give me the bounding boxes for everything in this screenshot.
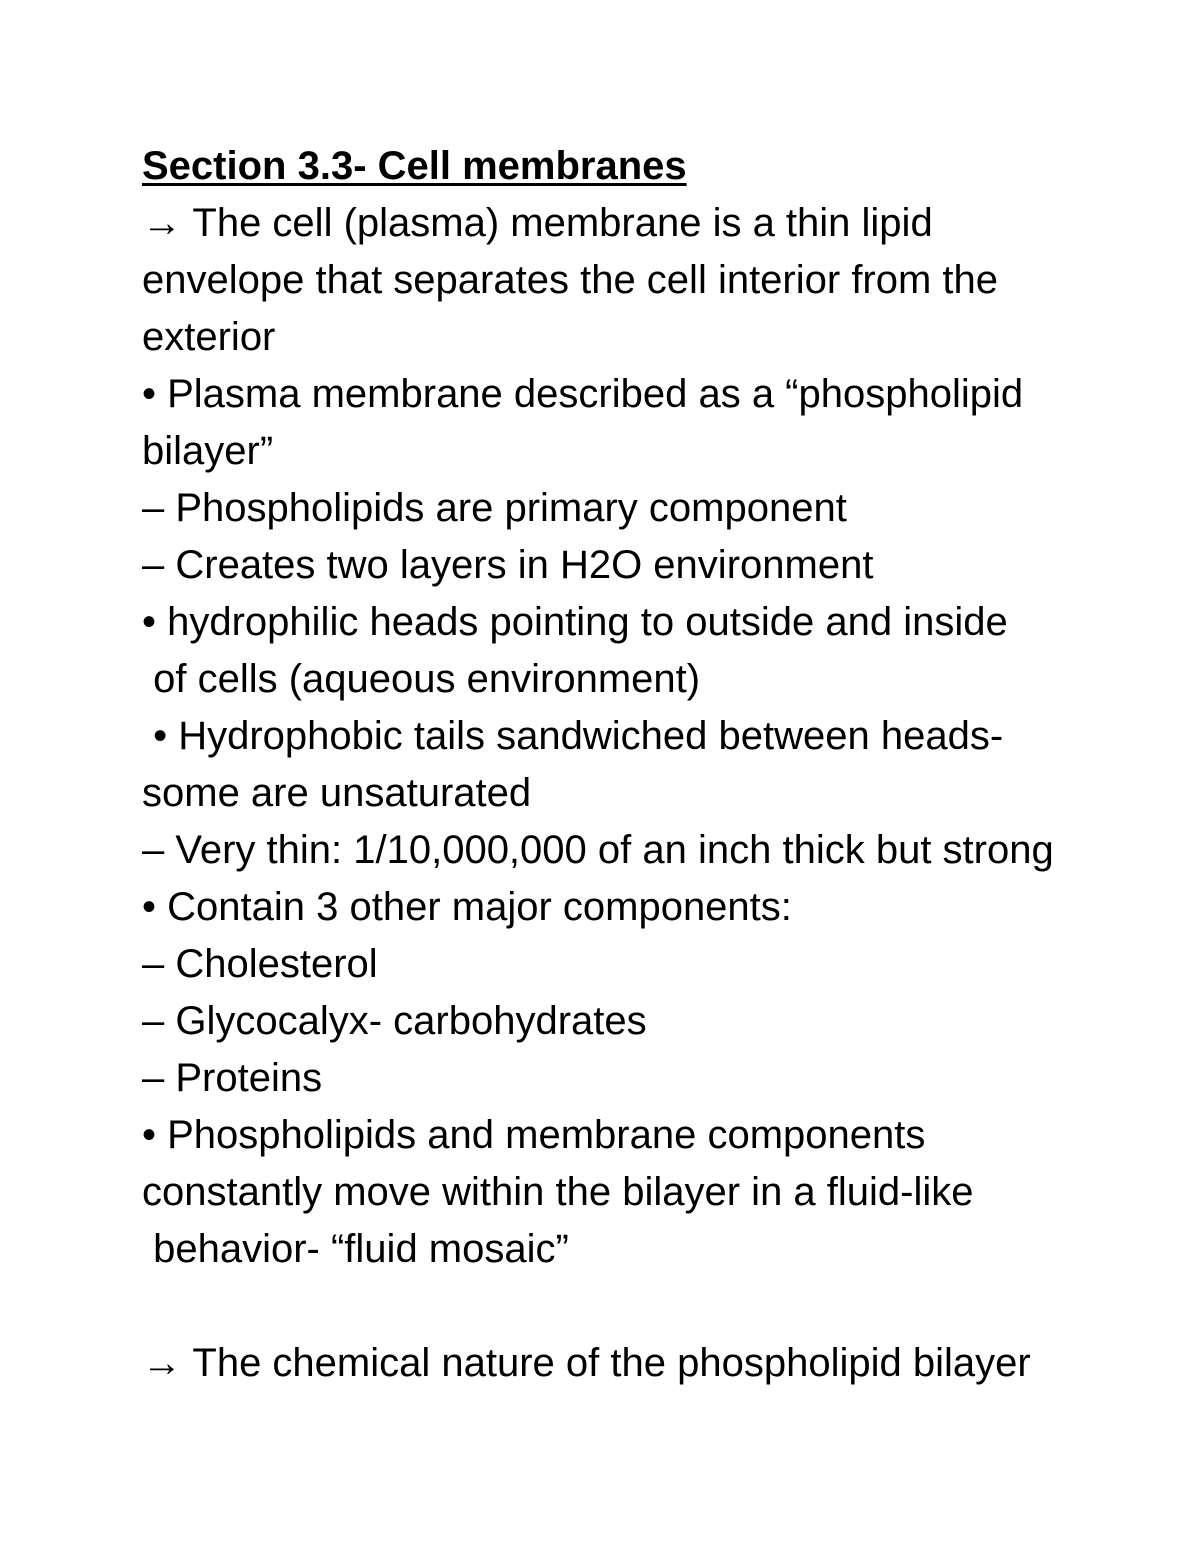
text-line: behavior- “fluid mosaic” [142,1227,569,1271]
text-line: • Hydrophobic tails sandwiched between heads- [142,714,1004,758]
text-line: of cells (aqueous environment) [142,657,701,701]
text-line: – Very thin: 1/10,000,000 of an inch thick but strong [142,828,1054,872]
text-line: → The chemical nature of the phospholipid bilayer [142,1341,1031,1385]
section-title: Section 3.3- Cell membranes [142,144,687,188]
text-line: bilayer” [142,429,274,473]
text-line: → The cell (plasma) membrane is a thin lipid [142,201,933,245]
text-line: – Cholesterol [142,942,378,986]
text-line: some are unsaturated [142,771,532,815]
text-line: • hydrophilic heads pointing to outside and inside [142,600,1008,644]
text-line: envelope that separates the cell interior from the [142,258,999,302]
text-line: • Plasma membrane described as a “phospholipid [142,372,1024,416]
text-line: constantly move within the bilayer in a fluid-like [142,1170,974,1214]
text-line: – Creates two layers in H2O environment [142,543,874,587]
text-line: • Contain 3 other major components: [142,885,792,929]
text-line: • Phospholipids and membrane components [142,1113,926,1157]
text-line: – Glycocalyx- carbohydrates [142,999,647,1043]
text-line: exterior [142,315,276,359]
text-line: – Phospholipids are primary component [142,486,847,530]
text-line: – Proteins [142,1056,323,1100]
